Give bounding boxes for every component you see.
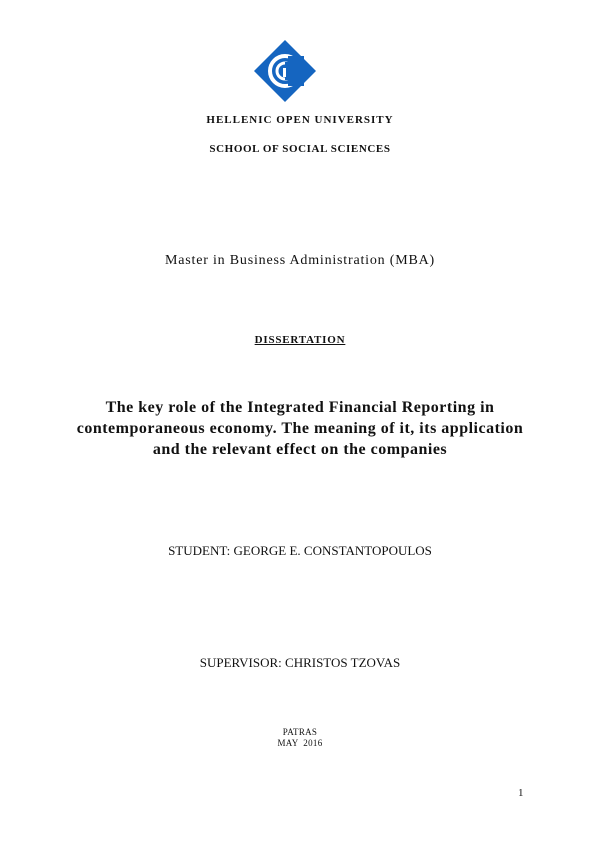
dissertation-title bbox=[0, 397, 600, 460]
student-name: STUDENT: GEORGE E. CONSTANTOPOULOS bbox=[168, 543, 432, 558]
university-logo bbox=[252, 38, 318, 104]
place-date bbox=[0, 727, 600, 749]
title-line-1: The key role of the Integrated Financial Reporting in bbox=[105, 399, 495, 416]
city: PATRAS bbox=[282, 727, 318, 737]
title-line-2: contemporaneous economy. The meaning of it, its application bbox=[76, 420, 524, 437]
document-type: DISSERTATION bbox=[254, 334, 346, 346]
supervisor-name: SUPERVISOR: CHRISTOS TZOVAS bbox=[199, 655, 401, 670]
page-number: 1 bbox=[518, 787, 524, 799]
university-name: HELLENIC OPEN UNIVERSITY bbox=[206, 114, 394, 126]
school-name: SCHOOL OF SOCIAL SCIENCES bbox=[209, 143, 391, 155]
date: MAY 2016 bbox=[277, 738, 323, 748]
title-line-3: and the relevant effect on the companies bbox=[152, 441, 448, 458]
program-name: Master in Business Administration (MBA) bbox=[165, 253, 435, 268]
